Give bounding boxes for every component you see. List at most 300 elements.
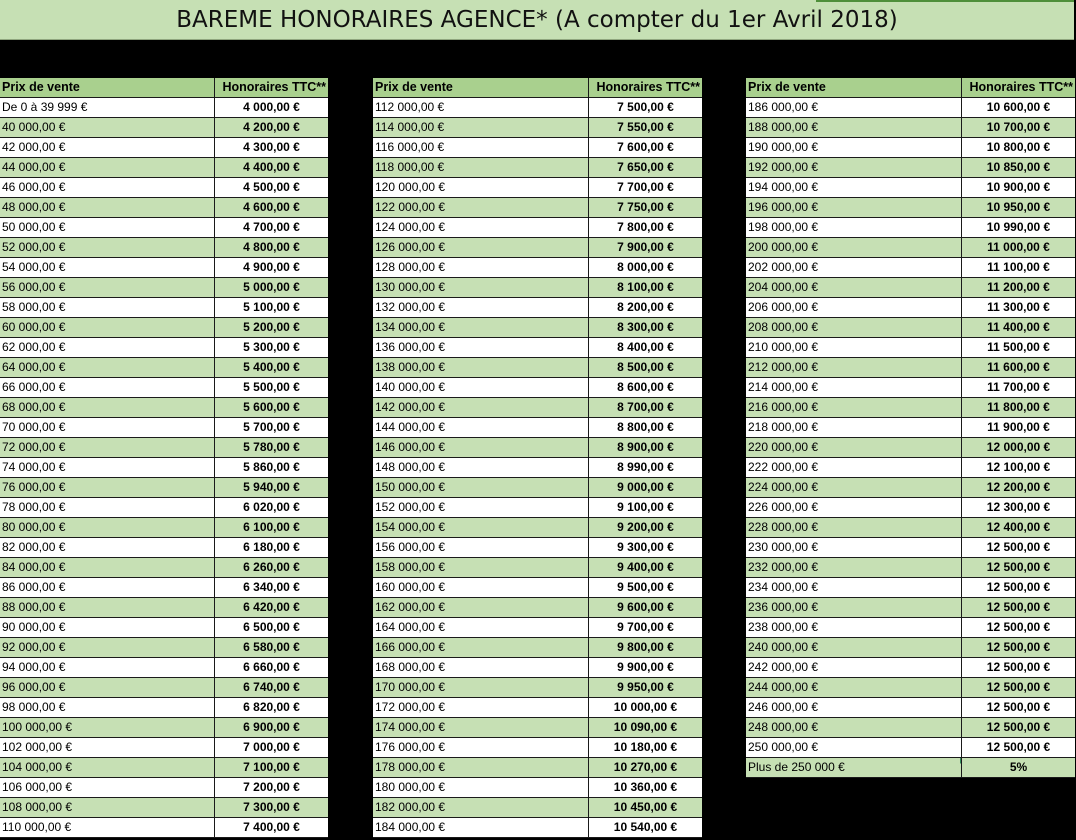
price-cell[interactable]: 100 000,00 €: [0, 718, 215, 737]
fee-cell[interactable]: 5 400,00 €: [243, 360, 300, 374]
fee-cell[interactable]: 9 400,00 €: [617, 560, 674, 574]
fee-cell[interactable]: 12 300,00 €: [986, 500, 1051, 514]
fee-cell[interactable]: 7 300,00 €: [243, 800, 300, 814]
price-cell[interactable]: De 0 à 39 999 €: [0, 98, 215, 117]
fee-cell[interactable]: 5 000,00 €: [243, 280, 300, 294]
fee-cell[interactable]: 11 000,00 €: [987, 240, 1050, 254]
table-row: [373, 458, 702, 478]
fee-cell[interactable]: 8 200,00 €: [617, 300, 674, 314]
table-row: [373, 638, 702, 658]
table-row: [0, 98, 328, 118]
price-cell[interactable]: 138 000,00 €: [373, 358, 589, 377]
price-cell[interactable]: 134 000,00 €: [373, 318, 589, 337]
table-row: [746, 738, 1075, 758]
table-row: [746, 218, 1075, 238]
fee-cell[interactable]: 10 850,00 €: [986, 160, 1051, 174]
table-row: [746, 378, 1075, 398]
fee-cell[interactable]: 7 750,00 €: [617, 200, 674, 214]
table-row: [0, 738, 328, 758]
price-cell[interactable]: 74 000,00 €: [0, 458, 215, 477]
fee-cell[interactable]: 5 300,00 €: [243, 340, 300, 354]
table-row: [0, 678, 328, 698]
price-cell[interactable]: 160 000,00 €: [373, 578, 589, 597]
table-row: [746, 158, 1075, 178]
table-row: [746, 658, 1075, 678]
table-row: [0, 658, 328, 678]
fee-cell[interactable]: 7 000,00 €: [243, 740, 300, 754]
fee-cell[interactable]: 4 800,00 €: [243, 240, 300, 254]
price-cell[interactable]: 158 000,00 €: [373, 558, 589, 577]
fee-cell[interactable]: 8 100,00 €: [617, 280, 674, 294]
price-cell[interactable]: 140 000,00 €: [373, 378, 589, 397]
price-cell[interactable]: 244 000,00 €: [746, 678, 962, 697]
price-cell[interactable]: 130 000,00 €: [373, 278, 589, 297]
page-title: BAREME HONORAIRES AGENCE* (A compter du 1er Avril 2018): [176, 6, 898, 33]
fee-cell[interactable]: 6 020,00 €: [243, 500, 300, 514]
table-row: [373, 658, 702, 678]
table-row: [746, 278, 1075, 298]
table-row: [0, 538, 328, 558]
price-cell[interactable]: 236 000,00 €: [746, 598, 962, 617]
table-row: [373, 618, 702, 638]
fee-cell[interactable]: 10 900,00 €: [986, 180, 1051, 194]
fee-cell[interactable]: 7 400,00 €: [243, 820, 300, 834]
price-cell[interactable]: 88 000,00 €: [0, 598, 215, 617]
price-cell[interactable]: 48 000,00 €: [0, 198, 215, 217]
price-cell[interactable]: 224 000,00 €: [746, 478, 962, 497]
table-row: [0, 278, 328, 298]
fee-cell[interactable]: 4 300,00 €: [243, 140, 300, 154]
table-row: [373, 298, 702, 318]
price-cell[interactable]: 220 000,00 €: [746, 438, 962, 457]
fee-cell[interactable]: 9 300,00 €: [617, 540, 674, 554]
fee-cell[interactable]: 11 700,00 €: [987, 380, 1050, 394]
price-cell[interactable]: 66 000,00 €: [0, 378, 215, 397]
fee-cell[interactable]: 5 100,00 €: [243, 300, 300, 314]
table-row: [373, 178, 702, 198]
table-row: [373, 378, 702, 398]
price-cell[interactable]: 180 000,00 €: [373, 778, 589, 797]
fee-cell[interactable]: 12 500,00 €: [986, 540, 1051, 554]
table-row: [0, 618, 328, 638]
price-cell[interactable]: 126 000,00 €: [373, 238, 589, 257]
fee-cell[interactable]: 7 600,00 €: [617, 140, 674, 154]
title-bar: [0, 0, 1074, 40]
table-row: [373, 198, 702, 218]
fee-cell[interactable]: 9 000,00 €: [617, 480, 674, 494]
fee-cell[interactable]: 6 660,00 €: [243, 660, 300, 674]
price-cell[interactable]: 170 000,00 €: [373, 678, 589, 697]
table-row: [373, 558, 702, 578]
price-cell[interactable]: 248 000,00 €: [746, 718, 962, 737]
price-cell[interactable]: 94 000,00 €: [0, 658, 215, 677]
fee-cell[interactable]: 6 260,00 €: [243, 560, 300, 574]
price-cell[interactable]: 60 000,00 €: [0, 318, 215, 337]
fee-cell[interactable]: 5 860,00 €: [243, 460, 300, 474]
fee-cell[interactable]: 9 900,00 €: [617, 660, 674, 674]
fee-cell[interactable]: 6 820,00 €: [243, 700, 300, 714]
header-price[interactable]: Prix de vente: [373, 78, 589, 97]
fee-cell[interactable]: 4 400,00 €: [243, 160, 300, 174]
fee-cell[interactable]: 4 700,00 €: [243, 220, 300, 234]
price-cell[interactable]: 230 000,00 €: [746, 538, 962, 557]
price-cell[interactable]: 168 000,00 €: [373, 658, 589, 677]
price-cell[interactable]: 104 000,00 €: [0, 758, 215, 777]
table-row: [373, 578, 702, 598]
fee-cell[interactable]: 7 200,00 €: [243, 780, 300, 794]
header-fee[interactable]: Honoraires TTC**: [969, 80, 1073, 94]
fee-cell[interactable]: 11 900,00 €: [987, 420, 1050, 434]
table-row: [746, 478, 1075, 498]
fee-cell[interactable]: 12 500,00 €: [986, 680, 1051, 694]
price-cell[interactable]: 90 000,00 €: [0, 618, 215, 637]
selection-edge: [816, 0, 1074, 2]
price-cell[interactable]: 42 000,00 €: [0, 138, 215, 157]
fee-cell[interactable]: 12 500,00 €: [986, 740, 1051, 754]
price-cell[interactable]: 246 000,00 €: [746, 698, 962, 717]
price-cell[interactable]: 218 000,00 €: [746, 418, 962, 437]
fee-cell[interactable]: 10 700,00 €: [986, 120, 1051, 134]
price-cell[interactable]: 40 000,00 €: [0, 118, 215, 137]
price-cell[interactable]: 44 000,00 €: [0, 158, 215, 177]
fee-cell[interactable]: 6 420,00 €: [243, 600, 300, 614]
fee-cell[interactable]: 12 100,00 €: [986, 460, 1051, 474]
fee-cell[interactable]: 6 100,00 €: [243, 520, 300, 534]
fee-cell[interactable]: 5 940,00 €: [243, 480, 300, 494]
price-cell[interactable]: 102 000,00 €: [0, 738, 215, 757]
fee-cell[interactable]: 4 200,00 €: [243, 120, 300, 134]
fee-cell[interactable]: 8 500,00 €: [617, 360, 674, 374]
price-cell[interactable]: 186 000,00 €: [746, 98, 962, 117]
fee-cell[interactable]: 6 740,00 €: [243, 680, 300, 694]
fee-cell[interactable]: 7 550,00 €: [617, 120, 674, 134]
fee-cell[interactable]: 8 000,00 €: [617, 260, 674, 274]
fee-cell[interactable]: 8 800,00 €: [617, 420, 674, 434]
fee-cell[interactable]: 12 000,00 €: [986, 440, 1051, 454]
price-cell[interactable]: 204 000,00 €: [746, 278, 962, 297]
fee-cell[interactable]: 12 500,00 €: [986, 620, 1051, 634]
price-cell[interactable]: 172 000,00 €: [373, 698, 589, 717]
price-cell[interactable]: 96 000,00 €: [0, 678, 215, 697]
price-cell[interactable]: 190 000,00 €: [746, 138, 962, 157]
table-row: [373, 118, 702, 138]
fee-cell[interactable]: 8 990,00 €: [617, 460, 674, 474]
price-cell[interactable]: 208 000,00 €: [746, 318, 962, 337]
fee-cell[interactable]: 10 800,00 €: [986, 140, 1051, 154]
fee-cell[interactable]: 12 400,00 €: [986, 520, 1051, 534]
table-row: [0, 258, 328, 278]
table-row: [0, 438, 328, 458]
fee-cell[interactable]: 6 340,00 €: [243, 580, 300, 594]
price-cell[interactable]: 150 000,00 €: [373, 478, 589, 497]
table-row: [746, 258, 1075, 278]
table-row: [746, 358, 1075, 378]
table-row: [373, 678, 702, 698]
fee-cell[interactable]: 5 200,00 €: [243, 320, 300, 334]
fee-cell[interactable]: 5%: [1009, 760, 1028, 774]
fee-cell[interactable]: 4 000,00 €: [243, 100, 300, 114]
table-row: [373, 438, 702, 458]
price-cell[interactable]: 162 000,00 €: [373, 598, 589, 617]
fee-cell[interactable]: 10 000,00 €: [613, 700, 678, 714]
fee-cell[interactable]: 10 600,00 €: [986, 100, 1051, 114]
price-cell[interactable]: 124 000,00 €: [373, 218, 589, 237]
price-cell[interactable]: 166 000,00 €: [373, 638, 589, 657]
price-cell[interactable]: 118 000,00 €: [373, 158, 589, 177]
table-row: [746, 338, 1075, 358]
price-cell[interactable]: 132 000,00 €: [373, 298, 589, 317]
table-row: [746, 598, 1075, 618]
price-cell[interactable]: 202 000,00 €: [746, 258, 962, 277]
price-cell[interactable]: 58 000,00 €: [0, 298, 215, 317]
price-cell[interactable]: 128 000,00 €: [373, 258, 589, 277]
table-row: [0, 118, 328, 138]
fee-cell[interactable]: 6 580,00 €: [243, 640, 300, 654]
price-cell[interactable]: 62 000,00 €: [0, 338, 215, 357]
header-fee[interactable]: Honoraires TTC**: [596, 80, 700, 94]
price-cell[interactable]: 112 000,00 €: [373, 98, 589, 117]
price-cell[interactable]: 156 000,00 €: [373, 538, 589, 557]
price-cell[interactable]: 46 000,00 €: [0, 178, 215, 197]
price-cell[interactable]: 136 000,00 €: [373, 338, 589, 357]
price-cell[interactable]: 184 000,00 €: [373, 818, 589, 837]
price-cell[interactable]: 50 000,00 €: [0, 218, 215, 237]
price-cell[interactable]: 56 000,00 €: [0, 278, 215, 297]
table-row: [373, 778, 702, 798]
table-row: [373, 258, 702, 278]
table-row: [373, 218, 702, 238]
fee-cell[interactable]: 8 300,00 €: [617, 320, 674, 334]
table-row: [373, 278, 702, 298]
price-cell[interactable]: 194 000,00 €: [746, 178, 962, 197]
fee-cell[interactable]: 6 900,00 €: [243, 720, 300, 734]
price-cell[interactable]: 174 000,00 €: [373, 718, 589, 737]
fee-cell[interactable]: 10 180,00 €: [613, 740, 678, 754]
price-cell[interactable]: 238 000,00 €: [746, 618, 962, 637]
price-cell[interactable]: 212 000,00 €: [746, 358, 962, 377]
table-row: [746, 138, 1075, 158]
fee-cell[interactable]: 7 900,00 €: [617, 240, 674, 254]
fee-cell[interactable]: 7 650,00 €: [617, 160, 674, 174]
price-cell[interactable]: 86 000,00 €: [0, 578, 215, 597]
price-cell[interactable]: 196 000,00 €: [746, 198, 962, 217]
table-row: [746, 638, 1075, 658]
table-row: [0, 758, 328, 778]
table-row: [0, 158, 328, 178]
fee-cell[interactable]: 8 600,00 €: [617, 380, 674, 394]
fee-cell[interactable]: 5 500,00 €: [243, 380, 300, 394]
table-row: [373, 698, 702, 718]
fee-cell[interactable]: 6 500,00 €: [243, 620, 300, 634]
fee-cell[interactable]: 6 180,00 €: [243, 540, 300, 554]
table-row: [0, 198, 328, 218]
table-row: [746, 178, 1075, 198]
price-cell[interactable]: 198 000,00 €: [746, 218, 962, 237]
price-cell[interactable]: 78 000,00 €: [0, 498, 215, 517]
price-cell[interactable]: 116 000,00 €: [373, 138, 589, 157]
price-cell[interactable]: 154 000,00 €: [373, 518, 589, 537]
price-cell[interactable]: 250 000,00 €: [746, 738, 962, 757]
fee-cell[interactable]: 12 500,00 €: [986, 580, 1051, 594]
price-cell[interactable]: 114 000,00 €: [373, 118, 589, 137]
price-cell[interactable]: 176 000,00 €: [373, 738, 589, 757]
fee-cell[interactable]: 12 500,00 €: [986, 700, 1051, 714]
fee-cell[interactable]: 12 200,00 €: [986, 480, 1051, 494]
table-row: [0, 338, 328, 358]
price-cell[interactable]: 84 000,00 €: [0, 558, 215, 577]
fee-cell[interactable]: 12 500,00 €: [986, 560, 1051, 574]
price-cell[interactable]: 120 000,00 €: [373, 178, 589, 197]
fee-cell[interactable]: 4 900,00 €: [243, 260, 300, 274]
price-cell[interactable]: 110 000,00 €: [0, 818, 215, 837]
price-cell[interactable]: 228 000,00 €: [746, 518, 962, 537]
price-cell[interactable]: 52 000,00 €: [0, 238, 215, 257]
price-cell[interactable]: 72 000,00 €: [0, 438, 215, 457]
header-price[interactable]: Prix de vente: [746, 78, 962, 97]
table-row: [373, 518, 702, 538]
price-cell[interactable]: 68 000,00 €: [0, 398, 215, 417]
fee-cell[interactable]: 11 400,00 €: [987, 320, 1050, 334]
price-cell[interactable]: 206 000,00 €: [746, 298, 962, 317]
price-cell[interactable]: 70 000,00 €: [0, 418, 215, 437]
header-fee[interactable]: Honoraires TTC**: [222, 80, 326, 94]
table-header-row: [746, 78, 1075, 98]
price-cell[interactable]: 192 000,00 €: [746, 158, 962, 177]
price-cell[interactable]: 214 000,00 €: [746, 378, 962, 397]
fee-cell[interactable]: 10 450,00 €: [613, 800, 678, 814]
fee-cell[interactable]: 11 100,00 €: [987, 260, 1050, 274]
table-row: [373, 418, 702, 438]
fee-cell[interactable]: 12 500,00 €: [986, 600, 1051, 614]
fee-cell[interactable]: 12 500,00 €: [986, 720, 1051, 734]
fee-cell[interactable]: 5 600,00 €: [243, 400, 300, 414]
price-cell[interactable]: 144 000,00 €: [373, 418, 589, 437]
fee-cell[interactable]: 7 800,00 €: [617, 220, 674, 234]
fee-cell[interactable]: 8 400,00 €: [617, 340, 674, 354]
header-price[interactable]: Prix de vente: [0, 78, 215, 97]
fee-cell[interactable]: 8 700,00 €: [617, 400, 674, 414]
fee-cell[interactable]: 10 540,00 €: [613, 820, 678, 834]
fee-cell[interactable]: 5 700,00 €: [243, 420, 300, 434]
table-row: [746, 578, 1075, 598]
fee-cell[interactable]: 7 500,00 €: [617, 100, 674, 114]
price-cell[interactable]: 80 000,00 €: [0, 518, 215, 537]
price-cell[interactable]: 232 000,00 €: [746, 558, 962, 577]
fee-cell[interactable]: 11 300,00 €: [987, 300, 1050, 314]
table-row: [746, 438, 1075, 458]
table-row: [0, 598, 328, 618]
table-row: [746, 758, 1075, 778]
price-cell[interactable]: 188 000,00 €: [746, 118, 962, 137]
table-row: [0, 398, 328, 418]
table-row: [373, 718, 702, 738]
fee-cell[interactable]: 7 700,00 €: [617, 180, 674, 194]
price-cell[interactable]: 200 000,00 €: [746, 238, 962, 257]
price-cell[interactable]: 92 000,00 €: [0, 638, 215, 657]
price-cell[interactable]: 182 000,00 €: [373, 798, 589, 817]
table-row: [746, 498, 1075, 518]
price-cell[interactable]: 82 000,00 €: [0, 538, 215, 557]
price-cell[interactable]: 108 000,00 €: [0, 798, 215, 817]
price-cell[interactable]: 210 000,00 €: [746, 338, 962, 357]
price-cell[interactable]: 106 000,00 €: [0, 778, 215, 797]
table-row: [373, 158, 702, 178]
fee-cell[interactable]: 10 270,00 €: [613, 760, 678, 774]
table-row: [373, 758, 702, 778]
table-row: [746, 458, 1075, 478]
fee-cell[interactable]: 4 500,00 €: [243, 180, 300, 194]
price-cell[interactable]: 76 000,00 €: [0, 478, 215, 497]
price-cell[interactable]: 152 000,00 €: [373, 498, 589, 517]
fee-cell[interactable]: 12 500,00 €: [986, 660, 1051, 674]
fee-cell[interactable]: 11 600,00 €: [987, 360, 1050, 374]
price-cell[interactable]: Plus de 250 000 €: [746, 758, 962, 777]
fee-cell[interactable]: 9 800,00 €: [617, 640, 674, 654]
fee-cell[interactable]: 10 090,00 €: [613, 720, 678, 734]
table-row: [746, 298, 1075, 318]
price-cell[interactable]: 142 000,00 €: [373, 398, 589, 417]
fee-cell[interactable]: 10 360,00 €: [613, 780, 678, 794]
price-cell[interactable]: 64 000,00 €: [0, 358, 215, 377]
fee-cell[interactable]: 12 500,00 €: [986, 640, 1051, 654]
table-row: [373, 498, 702, 518]
price-cell[interactable]: 164 000,00 €: [373, 618, 589, 637]
fee-cell[interactable]: 9 950,00 €: [617, 680, 674, 694]
price-cell[interactable]: 216 000,00 €: [746, 398, 962, 417]
fee-cell[interactable]: 10 950,00 €: [986, 200, 1051, 214]
price-cell[interactable]: 98 000,00 €: [0, 698, 215, 717]
price-cell[interactable]: 226 000,00 €: [746, 498, 962, 517]
table-row: [746, 538, 1075, 558]
fee-cell[interactable]: 9 600,00 €: [617, 600, 674, 614]
fee-cell[interactable]: 8 900,00 €: [617, 440, 674, 454]
table-row: [373, 738, 702, 758]
price-cell[interactable]: 222 000,00 €: [746, 458, 962, 477]
price-cell[interactable]: 146 000,00 €: [373, 438, 589, 457]
price-cell[interactable]: 122 000,00 €: [373, 198, 589, 217]
table-row: [0, 358, 328, 378]
price-cell[interactable]: 178 000,00 €: [373, 758, 589, 777]
fee-cell[interactable]: 11 200,00 €: [987, 280, 1050, 294]
price-cell[interactable]: 148 000,00 €: [373, 458, 589, 477]
fee-cell[interactable]: 9 500,00 €: [617, 580, 674, 594]
table-row: [0, 558, 328, 578]
table-row: [0, 318, 328, 338]
fee-cell[interactable]: 5 780,00 €: [243, 440, 300, 454]
table-row: [0, 378, 328, 398]
table-row: [373, 98, 702, 118]
fee-cell[interactable]: 11 800,00 €: [987, 400, 1050, 414]
table-row: [0, 778, 328, 798]
table-row: [0, 238, 328, 258]
fee-cell[interactable]: 9 100,00 €: [617, 500, 674, 514]
fee-cell[interactable]: 9 200,00 €: [617, 520, 674, 534]
fee-cell[interactable]: 10 990,00 €: [986, 220, 1051, 234]
fee-cell[interactable]: 4 600,00 €: [243, 200, 300, 214]
fee-table-3: [746, 78, 1075, 778]
fee-cell[interactable]: 7 100,00 €: [243, 760, 300, 774]
table-row: [373, 598, 702, 618]
table-row: [373, 318, 702, 338]
price-cell[interactable]: 240 000,00 €: [746, 638, 962, 657]
price-cell[interactable]: 234 000,00 €: [746, 578, 962, 597]
fee-cell[interactable]: 11 500,00 €: [987, 340, 1050, 354]
price-cell[interactable]: 54 000,00 €: [0, 258, 215, 277]
table-header-row: [0, 78, 328, 98]
fee-cell[interactable]: 9 700,00 €: [617, 620, 674, 634]
table-row: [746, 618, 1075, 638]
price-cell[interactable]: 242 000,00 €: [746, 658, 962, 677]
